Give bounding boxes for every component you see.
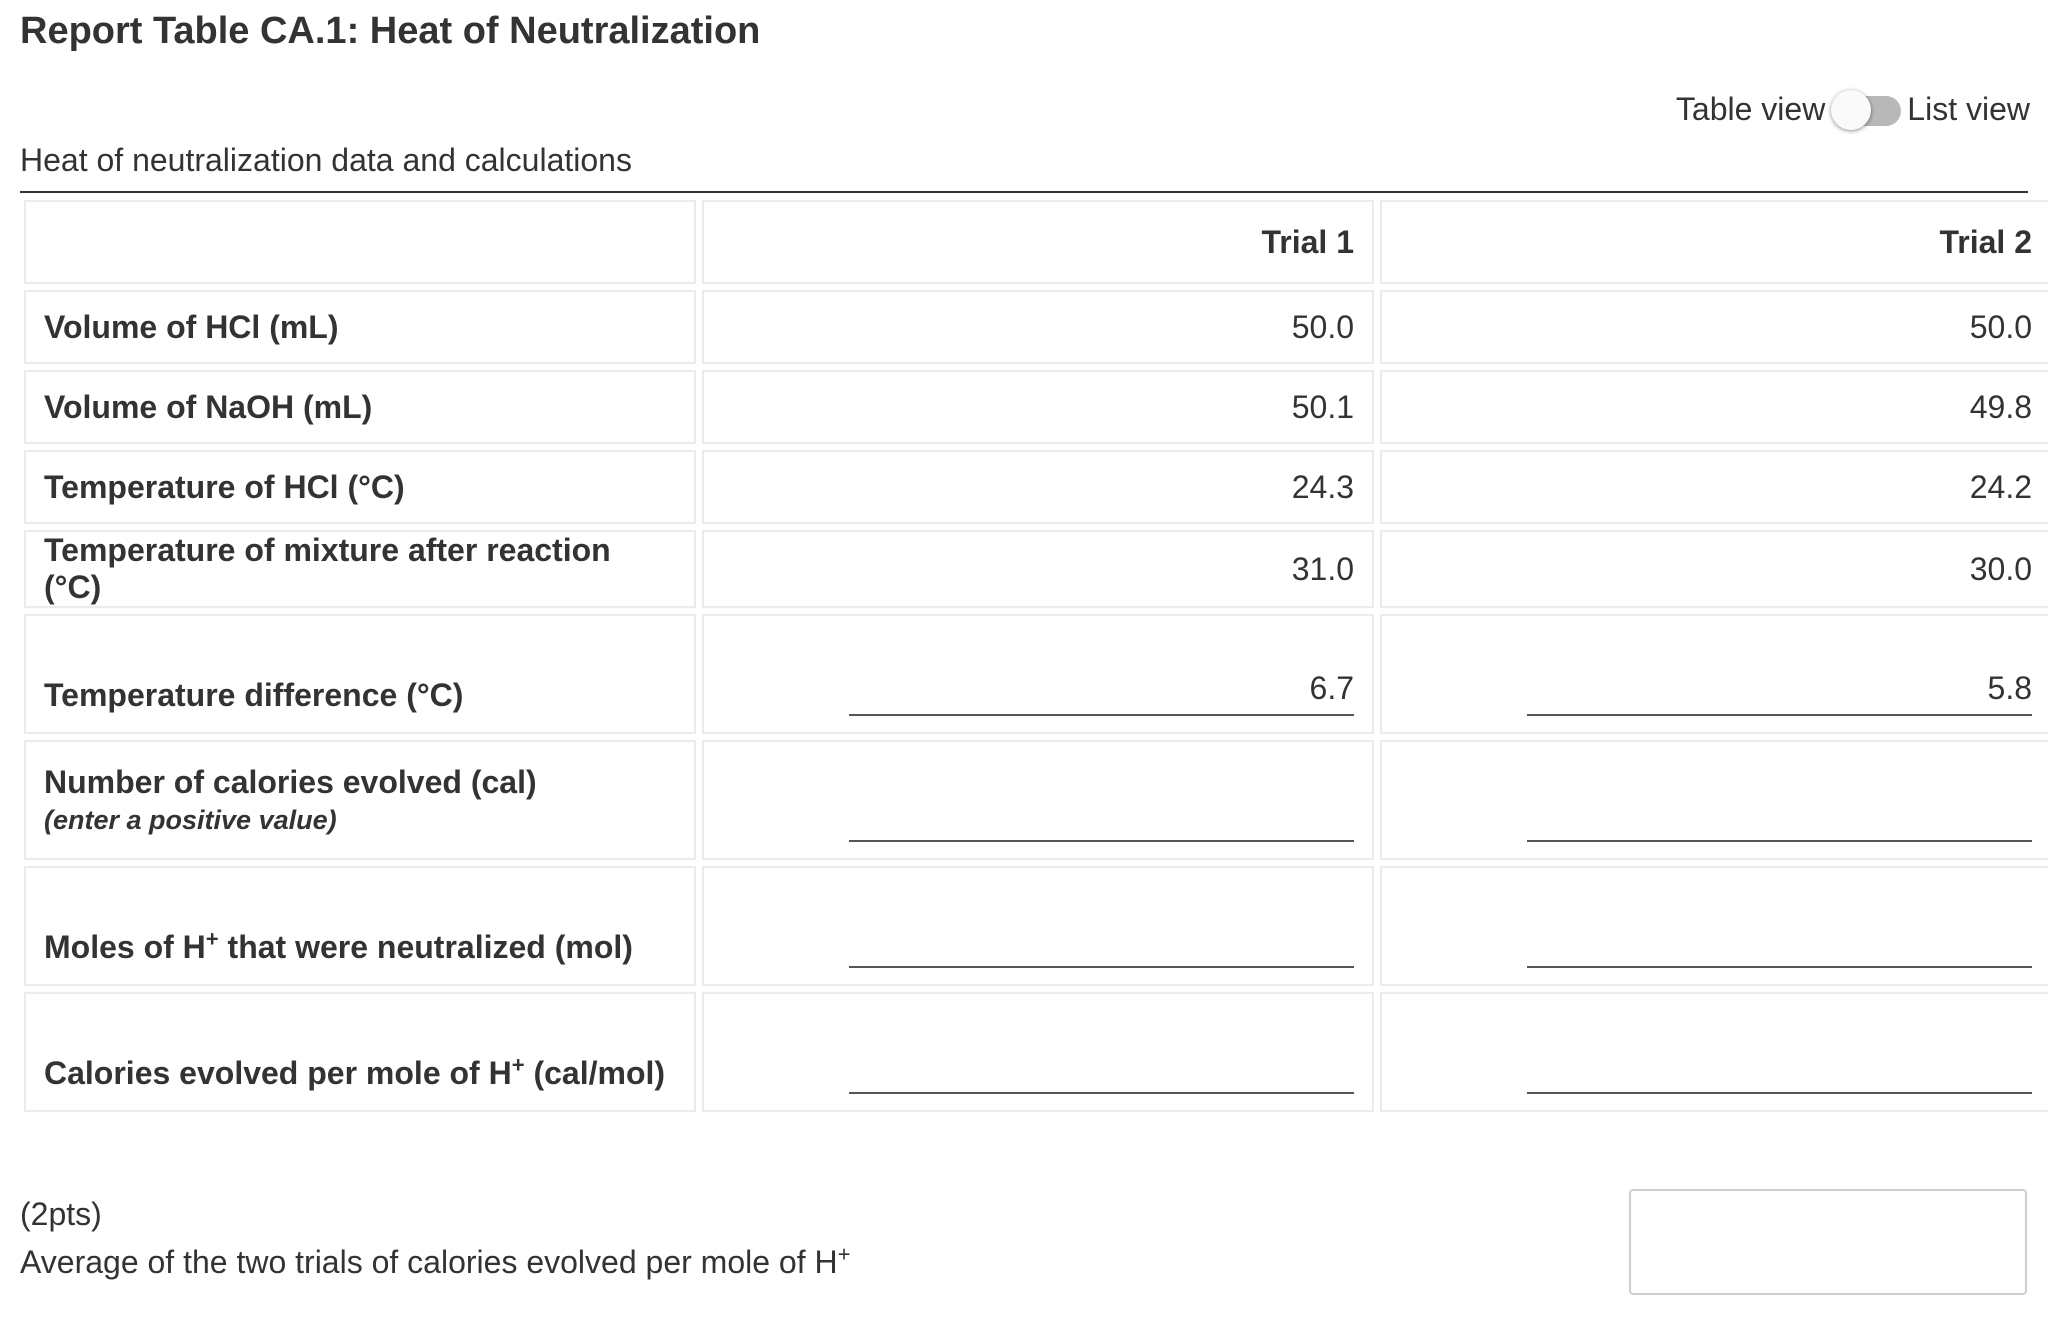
table-header-row — [24, 200, 2048, 284]
trial-2-value: 50.0 — [1380, 290, 2048, 364]
trial-2-answer-field[interactable] — [1527, 920, 2032, 968]
trial-1-answer-field[interactable]: 6.7 — [849, 668, 1354, 716]
table-row-temperature-difference — [24, 614, 2048, 734]
row-label: Volume of HCl (mL) — [24, 290, 696, 364]
note-italic: enter a positive value — [53, 805, 328, 835]
list-view-label[interactable]: List view — [1907, 90, 2030, 127]
table-row-volume-hcl — [24, 290, 2048, 364]
trial-2-cell — [1380, 614, 2048, 734]
question-text — [20, 1241, 851, 1281]
question-text-sup: + — [837, 1241, 851, 1267]
page-title: Report Table CA.1: Heat of Neutralization — [20, 10, 761, 52]
table-row-temperature-hcl — [24, 450, 2048, 524]
label-post: (cal/mol) — [524, 1055, 666, 1091]
row-label: Temperature of HCl (°C) — [24, 450, 696, 524]
trial-1-answer-field[interactable] — [849, 920, 1354, 968]
trial-1-cell — [702, 992, 1374, 1112]
caption-divider — [20, 191, 2028, 193]
question-text-main: Average of the two trials of calories evolved per mole of H — [20, 1244, 838, 1280]
table-row-moles-neutralized — [24, 866, 2048, 986]
trial-2-cell — [1380, 992, 2048, 1112]
view-toggle-switch[interactable] — [1831, 90, 1901, 128]
row-label — [24, 614, 696, 734]
row-label — [24, 992, 696, 1112]
trial-2-answer-field[interactable] — [1527, 794, 2032, 842]
table-row-temperature-mixture — [24, 530, 2048, 608]
trial-2-cell — [1380, 740, 2048, 860]
row-label: Temperature of mixture after reaction (°C) — [24, 530, 696, 608]
trial-2-answer-field[interactable]: 5.8 — [1527, 668, 2032, 716]
table-row-volume-naoh — [24, 370, 2048, 444]
question-points: (2pts) — [20, 1196, 102, 1232]
trial-2-value: 49.8 — [1380, 370, 2048, 444]
trial-1-cell — [702, 740, 1374, 860]
trial-2-value: 30.0 — [1380, 530, 2048, 608]
trial-1-cell — [702, 614, 1374, 734]
trial-1-value: 50.0 — [702, 290, 1374, 364]
data-table — [18, 194, 2048, 1118]
row-label-text: Number of calories evolved (cal) — [44, 764, 537, 800]
view-toggle — [1676, 90, 2030, 128]
row-label: Volume of NaOH (mL) — [24, 370, 696, 444]
table-caption: Heat of neutralization data and calculations — [20, 142, 632, 178]
trial-1-answer-field[interactable] — [849, 794, 1354, 842]
trial-1-value: 24.3 — [702, 450, 1374, 524]
row-label — [24, 740, 696, 860]
row-label-text: Temperature difference (°C) — [44, 677, 464, 713]
label-sup: + — [511, 1052, 525, 1078]
trial-2-cell — [1380, 866, 2048, 986]
label-sup: + — [205, 926, 219, 952]
row-note — [44, 805, 676, 836]
header-cell-trial-2: Trial 2 — [1380, 200, 2048, 284]
header-cell-trial-1: Trial 1 — [702, 200, 1374, 284]
average-answer-input[interactable] — [1629, 1189, 2027, 1295]
row-label — [24, 866, 696, 986]
table-row-calories-per-mole — [24, 992, 2048, 1112]
trial-1-cell — [702, 866, 1374, 986]
trial-2-answer-field[interactable] — [1527, 1046, 2032, 1094]
trial-1-value: 50.1 — [702, 370, 1374, 444]
row-label-text — [44, 1052, 676, 1094]
note-close: ) — [327, 805, 337, 835]
trial-1-answer-field[interactable] — [849, 1046, 1354, 1094]
label-pre: Calories evolved per mole of H — [44, 1055, 512, 1091]
table-view-label[interactable]: Table view — [1675, 90, 1826, 127]
trial-2-value: 24.2 — [1380, 450, 2048, 524]
trial-1-value: 31.0 — [702, 530, 1374, 608]
label-pre: Moles of H — [44, 929, 206, 965]
header-cell-empty — [24, 200, 696, 284]
table-row-calories-evolved — [24, 740, 2048, 860]
note-open: ( — [44, 805, 53, 835]
label-post: that were neutralized (mol) — [218, 929, 633, 965]
row-label-text — [44, 926, 676, 968]
